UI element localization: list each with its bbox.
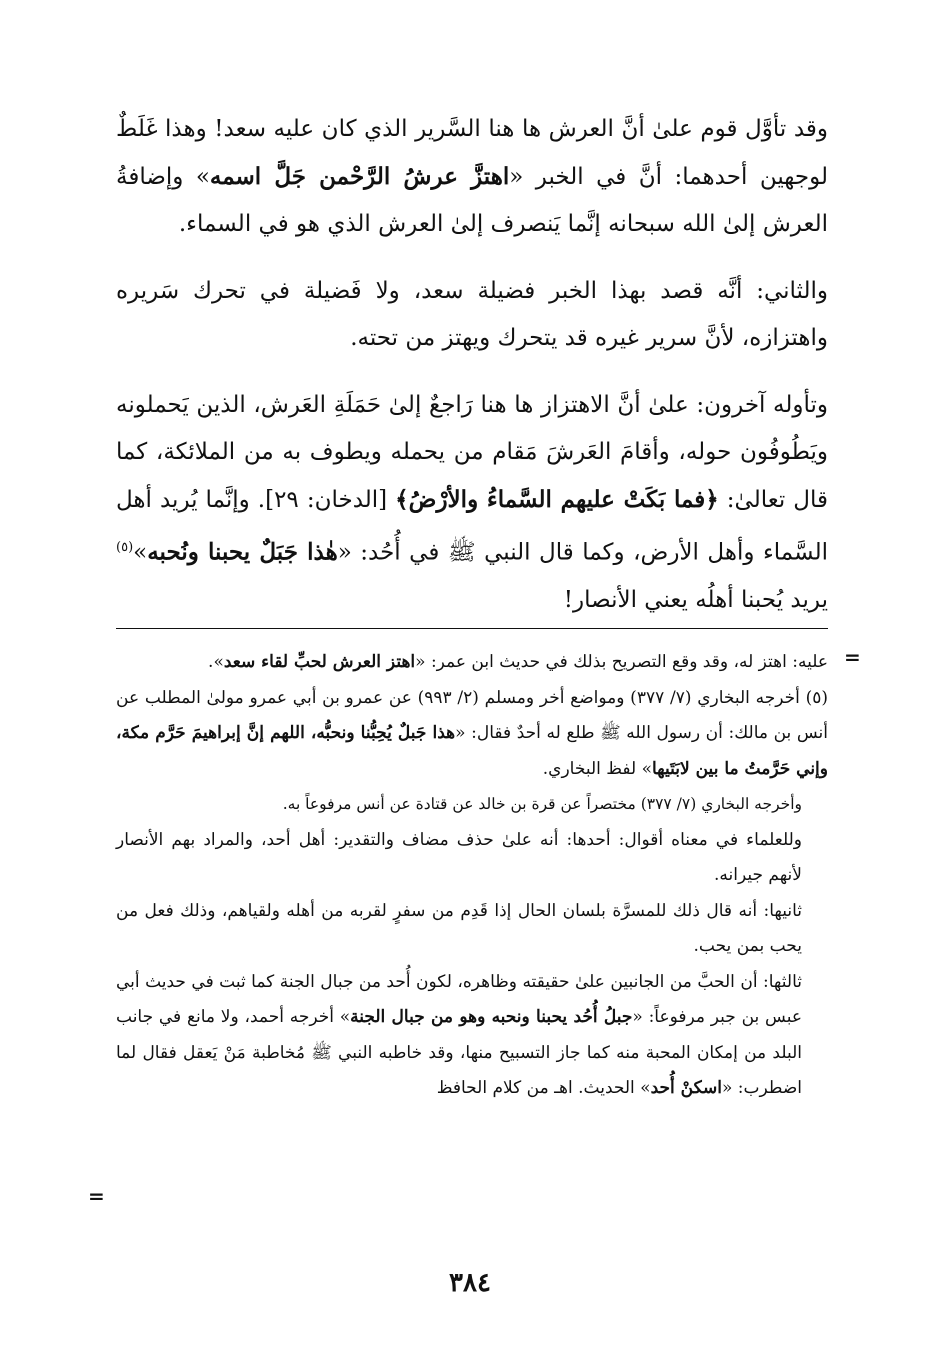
footnote-5-line-1: وأخرجه البخاري (٧/ ٣٧٧) مختصراً عن قرة بن خالد عن قتادة عن أنس مرفوعاً به. [282, 795, 802, 813]
main-text [116, 106, 828, 644]
footnote-ref: (٥) [116, 540, 134, 555]
page-number: ٣٨٤ [449, 1268, 491, 1298]
paragraph-2: والثاني: أنَّه قصد بهذا الخبر فضيلة سعد، ولا فَضيلة في تحرك سَريره واهتزازه، لأنَّ سرير غيره قد يتحرك ويهتز من تحته. [116, 278, 828, 351]
hadith-quote: اهتزَّ عرشُ الرَّحْمن جَلَّ اسمه [209, 163, 510, 190]
footnote-divider [116, 628, 828, 629]
paragraph-1: وقد تأوَّل قوم علىٰ أنَّ العرش ها هنا السَّرير الذي كان عليه سعد! وهذا غَلَطٌ لوجهين أحدهما: أنَّ في الخبر «اهتزَّ عرشُ الرَّحْمن جَلَّ اسمه» وإضافةُ العرش إلىٰ الله سبحانه إنَّما يَنصرف إلىٰ العرش الذي هو في السماء. [116, 116, 828, 237]
footnote-5-line-2: وللعلماء في معناه أقوال: أحدها: أنه علىٰ حذف مضاف والتقدير: أهل أحد، والمراد بهم الأنصار لأنهم جيرانه. [116, 829, 802, 885]
continuation-mark-bottom: = [88, 1184, 105, 1208]
quran-quote: ﴿فما بَكَتْ عليهم السَّماءُ والأرْضُ﴾ [395, 486, 719, 513]
hadith-quote: هٰذا جَبَلٌ يحبنا ونُحبه [147, 538, 338, 566]
footnote-5: (٥) أخرجه البخاري (٧/ ٣٧٧) ومواضع أخر ومسلم (٢/ ٩٩٣) عن عمرو بن أبي عمرو مولىٰ المطلب عن أنس بن مالك: أن رسول الله ﷺ طلع له أحدٌ فقال: «هذا جَبلٌ يُحِبُّنا ونحبُّه، اللهم إنَّ إبراهيمَ حَرَّم مكة، وإني حَرَّمتُ ما بين لابَتَيها» لفظ البخاري. [116, 687, 829, 779]
footnote-5-line-3: ثانيها: أنه قال ذلك للمسرَّة بلسان الحال إذا قَدِم من سفرٍ لقربه من أهله ولقياهم، وذلك فعل من يحب بمن يحب. [116, 900, 802, 956]
paragraph-3: وتأوله آخرون: علىٰ أنَّ الاهتزاز ها هنا رَاجعٌ إلىٰ حَمَلَةِ العَرش، الذين يَحملونه ويَطُوفُون حوله، وأقامَ العَرشَ مَقام من يحمله ويطوف به من الملائكة، كما قال تعالىٰ: ﴿فما بَكَتْ عليهم السَّماءُ والأرْضُ﴾ [الدخان: ٢٩]. وإنَّما يُريد أهل السَّماء وأهل الأرض، وكما قال النبي ﷺ في أُحُد: «هٰذا جَبَلٌ يحبنا ونُحبه»$^{(٥)}$ يريد يُحبنا أهلُه يعني الأنصار! [116, 392, 828, 613]
footnote-5-line-4: ثالثها: أن الحبَّ من الجانبين علىٰ حقيقته وظاهره، لكون أُحد من جبال الجنة كما ثبت في حديث أبي عبس بن جبر مرفوعاً: «جبلُ أُحُد يحبنا ونحبه وهو من جبال الجنة» أخرجه أحمد، ولا مانع في جانب البلد من إمكان المحبة منه كما جاز التسبيح منها، وقد خاطبه النبي ﷺ مُخاطبة مَنْ يَعقل فقال لما اضطرب: «اسكنْ أُحد» الحديث. اهـ من كلام الحافظ [116, 971, 802, 1098]
continuation-mark-top: = [844, 645, 861, 669]
footnote-continued: عليه: اهتز له، وقد وقع التصريح بذلك في حديث ابن عمر: «اهتز العرش لحبِّ لقاء سعد». [208, 652, 828, 672]
footnotes [116, 645, 828, 1107]
